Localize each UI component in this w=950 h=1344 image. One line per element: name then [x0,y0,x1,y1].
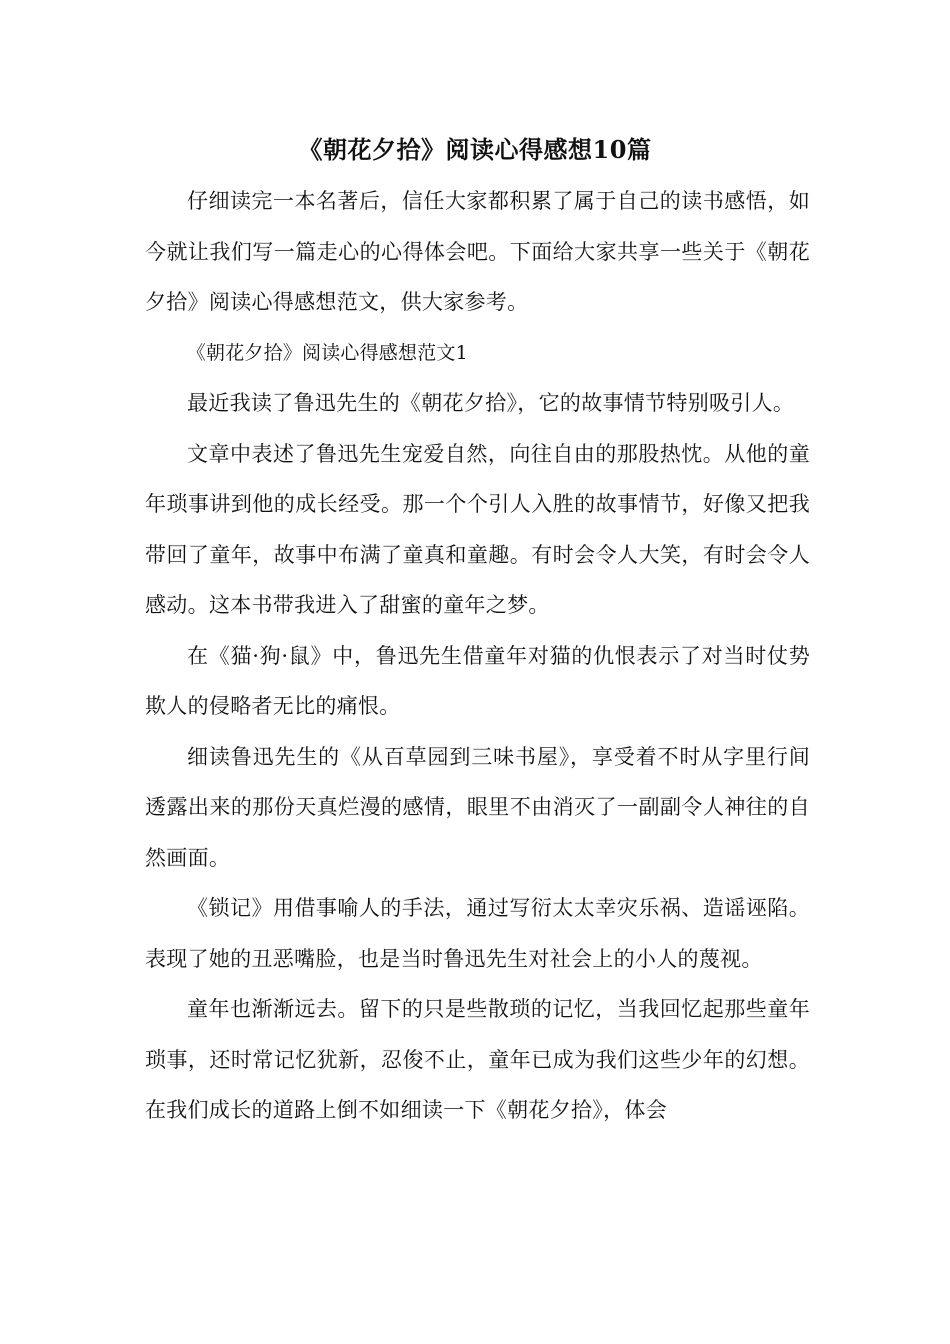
document-title: 《朝花夕拾》阅读心得感想10篇 [298,135,652,164]
section-heading: 《朝花夕拾》阅读心得感想范文1 [186,341,468,364]
paragraph: 细读鲁迅先生的《从百草园到三味书屋》，享受着不时从字里行间透露出来的那份天真烂漫的感情，眼里不由消灭了一副副令人神往的自然画面。 [145,744,810,870]
paragraph: 在《猫·狗·鼠》中，鲁迅先生借童年对猫的仇恨表示了对当时仗势欺人的侵略者无比的痛恨。 [145,643,810,718]
paragraph: 《锁记》用借事喻人的手法，通过写衍太太幸灾乐祸、造谣诬陷。表现了她的丑恶嘴脸，也是当时鲁迅先生对社会上的小人的蔑视。 [145,896,810,971]
paragraph: 童年也渐渐远去。留下的只是些散琐的记忆，当我回忆起那些童年琐事，还时常记忆犹新，忍俊不止，童年已成为我们这些少年的幻想。在我们成长的道路上倒不如细读一下《朝花夕拾》，体会 [145,997,810,1122]
paragraph: 文章中表述了鲁迅先生宠爱自然，向往自由的那股热忱。从他的童年琐事讲到他的成长经受。那一个个引人入胜的故事情节，好像又把我带回了童年，故事中布满了童真和童趣。有时会令人大笑，有时会令人感动。这本书带我进入了甜蜜的童年之梦。 [145,441,810,617]
document-body [145,176,810,1136]
paragraph: 最近我读了鲁迅先生的《朝花夕拾》，它的故事情节特别吸引人。 [187,391,795,415]
intro-paragraph: 仔细读完一本名著后，信任大家都积累了属于自己的读书感悟，如今就让我们写一篇走心的心得体会吧。下面给大家共享一些关于《朝花夕拾》阅读心得感想范文，供大家参考。 [145,189,810,314]
